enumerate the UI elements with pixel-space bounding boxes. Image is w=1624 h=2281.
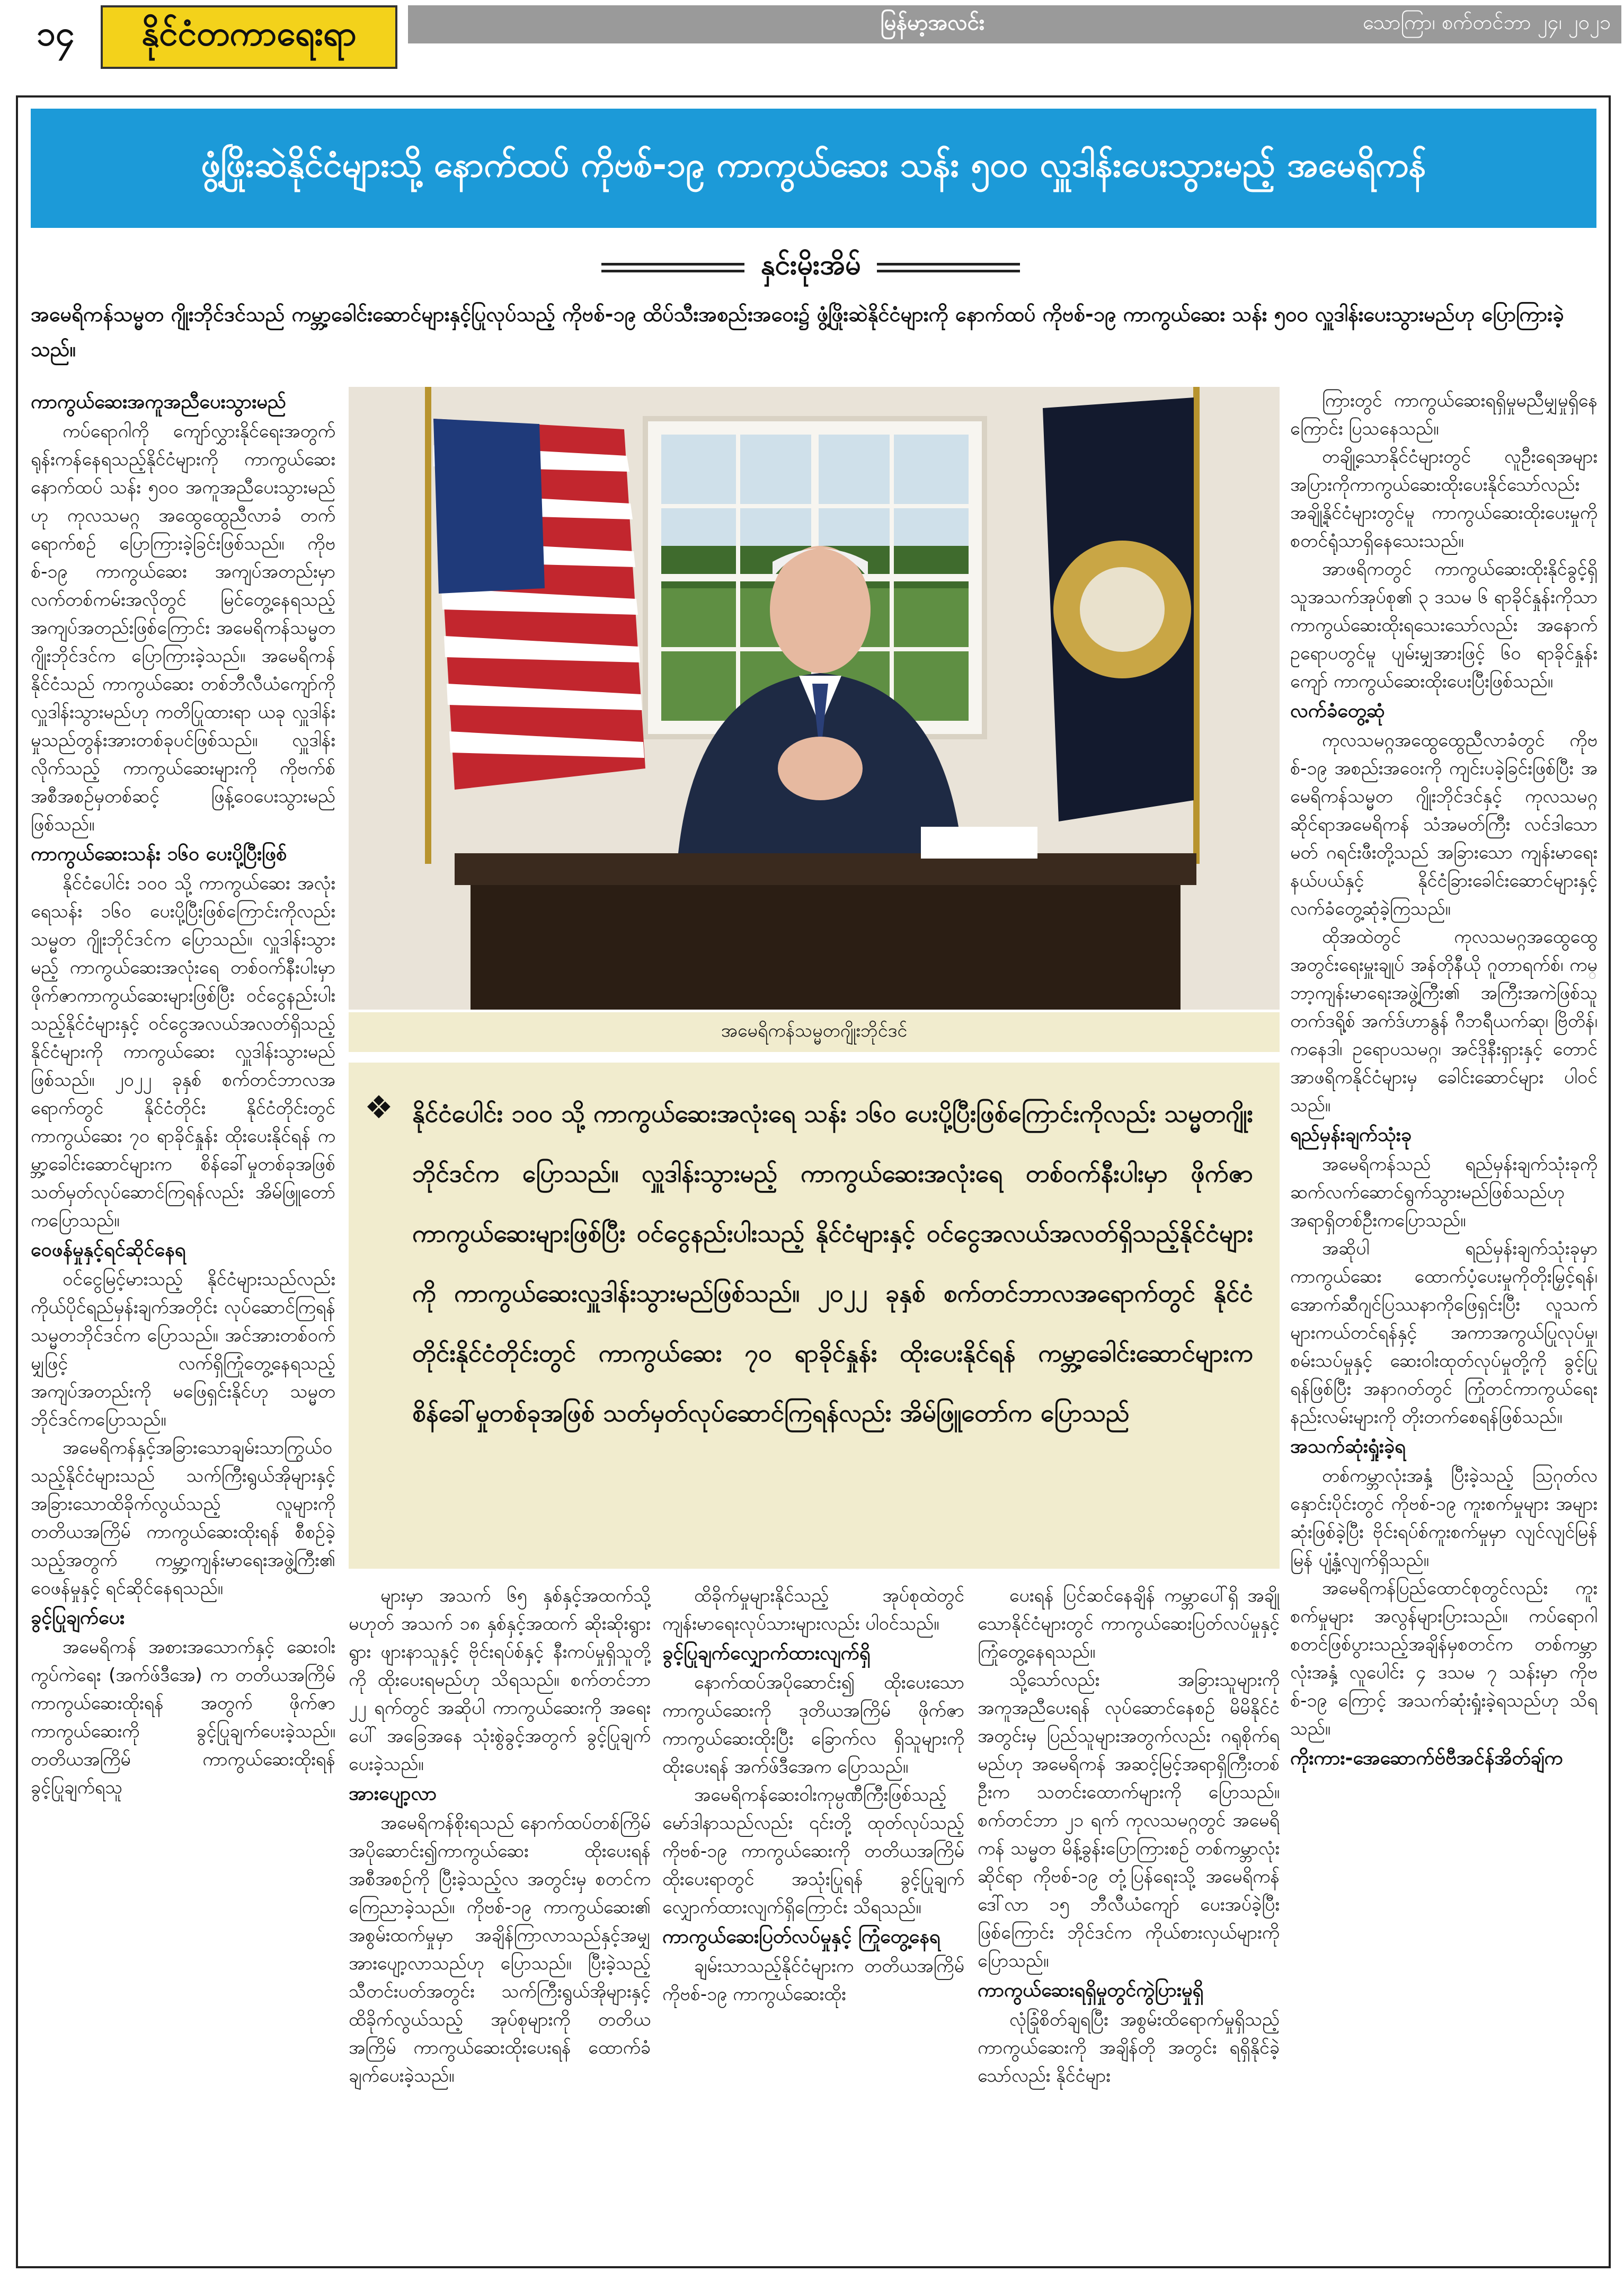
subheading: ကာကွယ်ဆေးရရှိမှုတွင်ကွဲပြားမှုရှိ — [978, 1979, 1204, 2001]
article-column-4 — [978, 1582, 1280, 2252]
diamond-bullet-icon: ❖ — [365, 1089, 393, 1126]
pull-quote-box — [349, 1063, 1280, 1569]
body-paragraph: လုံခြုံစိတ်ချရပြီး အစွမ်းထိရောက်မှုရှိသည့် ကာကွယ်ဆေးကို အချိန်တို အတွင်း ရရှိနိုင်ခဲ့သော်လည်း နိုင်ငံများ — [978, 2009, 1280, 2087]
masthead — [0, 0, 1624, 74]
body-paragraph: အာဖရိကတွင် ကာကွယ်ဆေးထိုးနိုင်ခွင့်ရှိသူအသက်အုပ်စု၏ ၃ ဒသမ ၆ ရာခိုင်နှုန်းကိုသာ ကာကွယ်ဆေးထိုးရသေးသော်လည်း အနောက် ဥရောပတွင်မူ ပျမ်းမျှအားဖြင့် ၆၀ ရာခိုင်နှုန်းကျော် ကာကွယ်ဆေးထိုးပေးပြီးဖြစ်သည်။ — [1290, 559, 1598, 692]
byline: နှင်းမိုးအိမ် — [760, 249, 861, 281]
subheading: ကာကွယ်ဆေးအကူအညီပေးသွားမည် — [31, 391, 286, 413]
body-paragraph: အမေရိကန်သည် ရည်မှန်းချက်သုံးခုကို ဆက်လက်ဆောင်ရွက်သွားမည်ဖြစ်သည်ဟု အရာရှိတစ်ဦးကပြောသည်။ — [1290, 1154, 1598, 1231]
body-paragraph: များမှာ အသက် ၆၅ နှစ်နှင့်အထက်သို့မဟုတ် အသက် ၁၈ နှစ်နှင့်အထက် ဆိုးဆိုးရွားရွား ဖျားနာသူနှင့် ဗိုင်းရပ်စ်နှင့် နီးကပ်မှုရှိသူတို့ကို ထိုးပေးရမည်ဟု သိရသည်။ စက်တင်ဘာ ၂၂ ရက်တွင် အဆိုပါ ကာကွယ်ဆေးကို အရေးပေါ် အခြေအနေ သုံးစွဲခွင့်အတွက် ခွင့်ပြုချက်ပေးခဲ့သည်။ — [349, 1585, 651, 1775]
subheading: ကာကွယ်ဆေးသန်း ၁၆၀ ပေးပို့ပြီးဖြစ် — [31, 843, 287, 865]
byline-rule-right — [877, 263, 1020, 272]
article-photo — [349, 387, 1280, 1010]
body-paragraph: အမေရိကန်စိုးရသည် နောက်ထပ်တစ်ကြိမ် အပိုဆောင်း၍ကာကွယ်ဆေး ထိုးပေးရန် အစီအစဉ်ကို ပြီးခဲ့သည့်လ အတွင်းမှ စတင်က ကြေညာခဲ့သည်။ ကိုဗစ်-၁၉ ကာကွယ်ဆေး၏ အစွမ်းထက်မှုမှာ အချိန်ကြာလာသည်နှင့်အမျှ အားပျော့လာသည်ဟု ပြောသည်။ ပြီးခဲ့သည့်သီတင်းပတ်အတွင်း သက်ကြီးရွယ်အိုများနှင့် ထိခိုက်လွယ်သည့် အုပ်စုများကို တတိယအကြိမ် ကာကွယ်ဆေးထိုးပေးရန် ထောက်ခံချက်ပေးခဲ့သည်။ — [349, 1813, 651, 2087]
article-column-5 — [1290, 387, 1598, 2252]
headline: ဖွံ့ဖြိုးဆဲနိုင်ငံများသို့ နောက်ထပ် ကိုဗစ်-၁၉ ကာကွယ်ဆေး သန်း ၅၀၀ လှူဒါန်းပေးသွားမည့် အမေရိကန် — [31, 109, 1596, 228]
body-paragraph: ထိခိုက်မှုများနိုင်သည့် အုပ်စုထဲတွင် ကျန်းမာရေးလုပ်သားများလည်း ပါဝင်သည်။ — [662, 1585, 964, 1634]
pull-quote-text: နိုင်ငံပေါင်း ၁၀၀ သို့ ကာကွယ်ဆေးအလုံးရေ သန်း ၁၆၀ ပေးပို့ပြီးဖြစ်ကြောင်းကိုလည်း သမ္မတဂျိုးဘိုင်ဒင်က ပြောသည်။ လှူဒါန်းသွားမည့် ကာကွယ်ဆေးအလုံးရေ တစ်ဝက်နီးပါးမှာ ဖိုက်ဇာကာကွယ်ဆေးများဖြစ်ပြီး ဝင်ငွေနည်းပါးသည့် နိုင်ငံများနှင့် ဝင်ငွေအလယ်အလတ်ရှိသည့်နိုင်ငံများကို ကာကွယ်ဆေးလှူဒါန်းသွားမည်ဖြစ်သည်။ ၂၀၂၂ ခုနှစ် စက်တင်ဘာလအရောက်တွင် နိုင်ငံတိုင်းနိုင်ငံတိုင်းတွင် ကာကွယ်ဆေး ၇၀ ရာခိုင်နှုန်း ထိုးပေးနိုင်ရန် ကမ္ဘာ့ခေါင်းဆောင်များက စိန်ခေါ်မှုတစ်ခုအဖြစ် သတ်မှတ်လုပ်ဆောင်ကြရန်လည်း အိမ်ဖြူတော်က ပြောသည် — [412, 1099, 1253, 1427]
issue-date: သောကြာ၊ စက်တင်ဘာ ၂၄၊ ၂၀၂၁ — [1363, 11, 1611, 34]
article-column-3 — [662, 1582, 964, 2252]
body-paragraph: ကုလသမဂ္ဂအထွေထွေညီလာခံတွင် ကိုဗစ်-၁၉ အစည်းအဝေးကို ကျင်းပခဲ့ခြင်းဖြစ်ပြီး အမေရိကန်သမ္မတ ဂျိုးဘိုင်ဒင်နှင့် ကုလသမဂ္ဂဆိုင်ရာအမေရိကန် သံအမတ်ကြီး လင်ဒါသောမတ် ဂရင်းဖီးတို့သည် အခြားသော ကျန်းမာရေးနယ်ပယ်နှင့် နိုင်ငံခြားခေါင်းဆောင်များနှင့် လက်ခံတွေ့ဆုံခဲ့ကြသည်။ — [1290, 730, 1598, 920]
body-paragraph: ဝင်ငွေမြင့်မားသည့် နိုင်ငံများသည်လည်း ကိုယ်ပိုင်ရည်မှန်းချက်အတိုင်း လုပ်ဆောင်ကြရန် သမ္မတဘိုင်ဒင်က ပြောသည်။ အင်အားတစ်ဝက်မျှဖြင့် လက်ရှိကြုံတွေ့နေရသည့် အကျပ်အတည်းကို မဖြေရှင်းနိုင်ဟု သမ္မတ ဘိုင်ဒင်ကပြောသည်။ — [31, 1269, 335, 1430]
subheading: လက်ခံတွေ့ဆုံ — [1290, 700, 1385, 722]
body-paragraph: ချမ်းသာသည့်နိုင်ငံများက တတိယအကြိမ် ကိုဗစ်-၁၉ ကာကွယ်ဆေးထိုး — [662, 1956, 964, 2005]
section-label: နိုင်ငံတကာရေးရာ — [101, 5, 397, 69]
subheading: ရည်မှန်းချက်သုံးခု — [1290, 1124, 1412, 1146]
body-paragraph: အမေရိကန် အစားအသောက်နှင့် ဆေးဝါးကွပ်ကဲရေး (အက်ဖ်ဒီအေ) က တတိယအကြိမ် ကာကွယ်ဆေးထိုးရန် အတွက် ဖိုက်ဇာကာကွယ်ဆေးကို ခွင့်ပြုချက်ပေးခဲ့သည်။ တတိယအကြိမ် ကာကွယ်ဆေးထိုးရန် ခွင့်ပြုချက်ရသူ — [31, 1637, 335, 1798]
subheading: ကိုးကား-အေဆောက်ဗ်ဗီအင်န်အိတ်ချ်က — [1290, 1747, 1563, 1769]
subheading: ခွင့်ပြုချက်လျှောက်ထားလျက်ရှိ — [662, 1642, 871, 1664]
article-column-1 — [31, 387, 335, 2252]
body-paragraph: အဆိုပါ ရည်မှန်းချက်သုံးခုမှာ ကာကွယ်ဆေး ထောက်ပံ့ပေးမှုကိုတိုးမြှင့်ရန်၊ အောက်ဆီဂျင်ပြဿနာကိုဖြေရှင်းပြီး လူသက်များကယ်တင်ရန်နှင့် အကာအကွယ်ပြုလုပ်မှု၊ စမ်းသပ်မှုနှင့် ဆေးဝါးထုတ်လုပ်မှုတို့ကို ခွင့်ပြုရန်ဖြစ်ပြီး အနာဂတ်တွင် ကြုံတင်ကာကွယ်ရေး နည်းလမ်းများကို တိုးတက်စေရန်ဖြစ်သည်။ — [1290, 1238, 1598, 1428]
photo-caption: အမေရိကန်သမ္မတဂျိုးဘိုင်ဒင် — [349, 1012, 1280, 1052]
body-paragraph: ကပ်ရောဂါကို ကျော်လွှားနိုင်ရေးအတွက် ရုန်းကန်နေရသည့်နိုင်ငံများကို ကာကွယ်ဆေး နောက်ထပ် သန်း ၅၀၀ အကူအညီပေးသွားမည်ဟု ကုလသမဂ္ဂ အထွေထွေညီလာခံ တက်ရောက်စဉ် ပြောကြားခဲ့ခြင်းဖြစ်သည်။ ကိုဗစ်-၁၉ ကာကွယ်ဆေး အကျပ်အတည်းမှာ လက်တစ်ကမ်းအလိုတွင် မြင်တွေ့နေရသည့် အကျပ်အတည်းဖြစ်ကြောင်း အမေရိကန်သမ္မတ ဂျိုးဘိုင်ဒင်က ပြောကြားခဲ့သည်။ အမေရိကန်နိုင်ငံသည် ကာကွယ်ဆေး တစ်ဘီလီယံကျော်ကို လှူဒါန်းသွားမည်ဟု ကတိပြုထားရာ ယခု လှူဒါန်းမှုသည်တွန်းအားတစ်ခုပင်ဖြစ်သည်။ လှူဒါန်းလိုက်သည့် ကာကွယ်ဆေးများကို ကိုဗက်စ်အစီအစဉ်မှတစ်ဆင့် ဖြန့်ဝေပေးသွားမည်ဖြစ်သည်။ — [31, 421, 335, 835]
byline-rule-left — [601, 263, 744, 272]
body-paragraph: ကြားတွင် ကာကွယ်ဆေးရရှိမှုမညီမျှမှုရှိနေကြောင်း ပြသနေသည်။ — [1290, 390, 1598, 439]
body-paragraph: အမေရိကန်နှင့်အခြားသောချမ်းသာကြွယ်ဝသည့်နိုင်ငံများသည် သက်ကြီးရွယ်အိုများနှင့် အခြားသောထိခိုက်လွယ်သည့် လူများကို တတိယအကြိမ် ကာကွယ်ဆေးထိုးရန် စီစဉ်ခဲ့သည့်အတွက် ကမ္ဘာ့ကျန်းမာရေးအဖွဲ့ကြီး၏ ဝေဖန်မှုနှင့် ရင်ဆိုင်နေရသည်။ — [31, 1437, 335, 1599]
body-paragraph: ထိုအထဲတွင် ကုလသမဂ္ဂအထွေထွေ အတွင်းရေးမှူးချုပ် အန်တိုနီယို ဂူတာရက်စ်၊ ကမ္ဘာ့ကျန်းမာရေးအဖွဲ့ကြီး၏ အကြီးအကဲဖြစ်သူ တက်ဒရို့စ် အက်ဒ်ဟာနွန် ဂီဘရီယက်ဆု၊ ဗြိတိန်၊ ကနေဒါ၊ ဥရောပသမဂ္ဂ၊ အင်ဒိုနီးရှားနှင့် တောင်အာဖရိကနိုင်ငံများမှ ခေါင်းဆောင်များ ပါဝင်သည်။ — [1290, 926, 1598, 1116]
byline-block — [530, 244, 1091, 291]
paper-name: မြန်မာ့အလင်း — [880, 10, 985, 35]
subheading: ဝေဖန်မှုနှင့်ရင်ဆိုင်နေရ — [31, 1239, 186, 1261]
body-paragraph: နိုင်ငံပေါင်း ၁၀၀ သို့ ကာကွယ်ဆေး အလုံးရေသန်း ၁၆၀ ပေးပို့ပြီးဖြစ်ကြောင်းကိုလည်း သမ္မတ ဂျိုးဘိုင်ဒင်က ပြောသည်။ လှူဒါန်းသွားမည့် ကာကွယ်ဆေးအလုံးရေ တစ်ဝက်နီးပါးမှာ ဖိုက်ဇာကာကွယ်ဆေးများဖြစ်ပြီး ဝင်ငွေနည်းပါးသည့်နိုင်ငံများနှင့် ဝင်ငွေအလယ်အလတ်ရှိသည့်နိုင်ငံများကို ကာကွယ်ဆေး လှူဒါန်းသွားမည်ဖြစ်သည်။ ၂၀၂၂ ခုနှစ် စက်တင်ဘာလအရောက်တွင် နိုင်ငံတိုင်း နိုင်ငံတိုင်းတွင် ကာကွယ်ဆေး ၇၀ ရာခိုင်နှုန်း ထိုးပေးနိုင်ရန် ကမ္ဘာ့ခေါင်းဆောင်များက စိန်ခေါ်မှုတစ်ခုအဖြစ် သတ်မှတ်လုပ်ဆောင်ကြရန်လည်း အိမ်ဖြူတော်ကပြောသည်။ — [31, 873, 335, 1231]
subheading: ခွင့်ပြုချက်ပေး — [31, 1607, 125, 1629]
subheading: ကာကွယ်ဆေးပြတ်လပ်မှုနှင့် ကြုံတွေ့နေရ — [662, 1926, 940, 1948]
body-paragraph: အမေရိကန်ပြည်ထောင်စုတွင်လည်း ကူးစက်မှုများ အလွန်များပြားသည်။ ကပ်ရောဂါစတင်ဖြစ်ပွားသည့်အချိန်မှစတင်က တစ်ကမ္ဘာလုံးအနှံ့ လူပေါင်း ၄ ဒသမ ၇ သန်းမှာ ကိုဗစ်-၁၉ ကြောင့် အသက်ဆုံးရှုံးခဲ့ရသည်ဟု သိရသည်။ — [1290, 1578, 1598, 1739]
body-paragraph: ပေးရန် ပြင်ဆင်နေချိန် ကမ္ဘာပေါ်ရှိ အချို့သောနိုင်ငံများတွင် ကာကွယ်ဆေးပြတ်လပ်မှုနှင့် ကြုံတွေ့နေရသည်။ — [978, 1585, 1280, 1663]
subheading: အသက်ဆုံးရှုံးခဲ့ရ — [1290, 1436, 1406, 1457]
article-column-2 — [349, 1582, 651, 2252]
page-number: ၁၄ — [37, 14, 75, 54]
lead-paragraph: အမေရိကန်သမ္မတ ဂျိုးဘိုင်ဒင်သည် ကမ္ဘာ့ခေါင်းဆောင်များနှင့်ပြုလုပ်သည့် ကိုဗစ်-၁၉ ထိပ်သီးအစည်းအဝေး၌ ဖွံ့ဖြိုးဆဲနိုင်ငံများကို နောက်ထပ် ကိုဗစ်-၁၉ ကာကွယ်ဆေး သန်း ၅၀၀ လှူဒါန်းပေးသွားမည်ဟု ပြောကြားခဲ့သည်။ — [31, 303, 1564, 361]
photo-illustration — [349, 387, 1280, 1010]
body-paragraph: နောက်ထပ်အပိုဆောင်း၍ ထိုးပေးသောကာကွယ်ဆေးကို ဒုတိယအကြိမ် ဖိုက်ဇာကာကွယ်ဆေးထိုးပြီး ခြောက်လ ရှိသူများကို ထိုးပေးရန် အက်ဖ်ဒီအေက ပြောသည်။ — [662, 1672, 964, 1778]
body-paragraph: တစ်ကမ္ဘာလုံးအနှံ့ ပြီးခဲ့သည့် သြဂုတ်လနှောင်းပိုင်းတွင် ကိုဗစ်-၁၉ ကူးစက်မှုများ အများဆုံးဖြစ်ခဲ့ပြီး ဗိုင်းရပ်စ်ကူးစက်မှုမှာ လျင်လျင်မြန်မြန် ပျံ့နှံ့လျက်ရှိသည်။ — [1290, 1465, 1598, 1571]
body-paragraph: တချို့သောနိုင်ငံများတွင် လူဦးရေအများအပြားကိုကာကွယ်ဆေးထိုးပေးနိုင်သော်လည်း အချို့နိုင်ငံများတွင်မူ ကာကွယ်ဆေးထိုးပေးမှုကို စတင်ရုံသာရှိနေသေးသည်။ — [1290, 446, 1598, 552]
body-paragraph: သို့သော်လည်း အခြားသူများကို အကူအညီပေးရန် လုပ်ဆောင်နေစဉ် မိမိနိုင်ငံအတွင်းမှ ပြည်သူများအတွက်လည်း ဂရုစိုက်ရမည်ဟု အမေရိကန် အဆင့်မြင့်အရာရှိကြီးတစ်ဦးက သတင်းထောက်များကို ပြောသည်။ စက်တင်ဘာ ၂၁ ရက် ကုလသမဂ္ဂတွင် အမေရိကန် သမ္မတ မိန့်ခွန်းပြောကြားစဉ် တစ်ကမ္ဘာလုံးဆိုင်ရာ ကိုဗစ်-၁၉ တုံ့ပြန်ရေးသို့ အမေရိကန်ဒေါ်လာ ၁၅ ဘီလီယံကျော် ပေးအပ်ခဲ့ပြီးဖြစ်ကြောင်း ဘိုင်ဒင်က ကိုယ်စားလှယ်များကို ပြောသည်။ — [978, 1669, 1280, 1971]
subheading: အားပျော့လာ — [349, 1783, 437, 1805]
body-paragraph: အမေရိကန်ဆေးဝါးကုမ္ပဏီကြီးဖြစ်သည့် မော်ဒါနာသည်လည်း ၎င်းတို့ ထုတ်လုပ်သည့် ကိုဗစ်-၁၉ ကာကွယ်ဆေးကို တတိယအကြိမ် ထိုးပေးရာတွင် အသုံးပြုရန် ခွင့်ပြုချက်လျှောက်ထားလျက်ရှိကြောင်း သိရသည်။ — [662, 1784, 964, 1918]
